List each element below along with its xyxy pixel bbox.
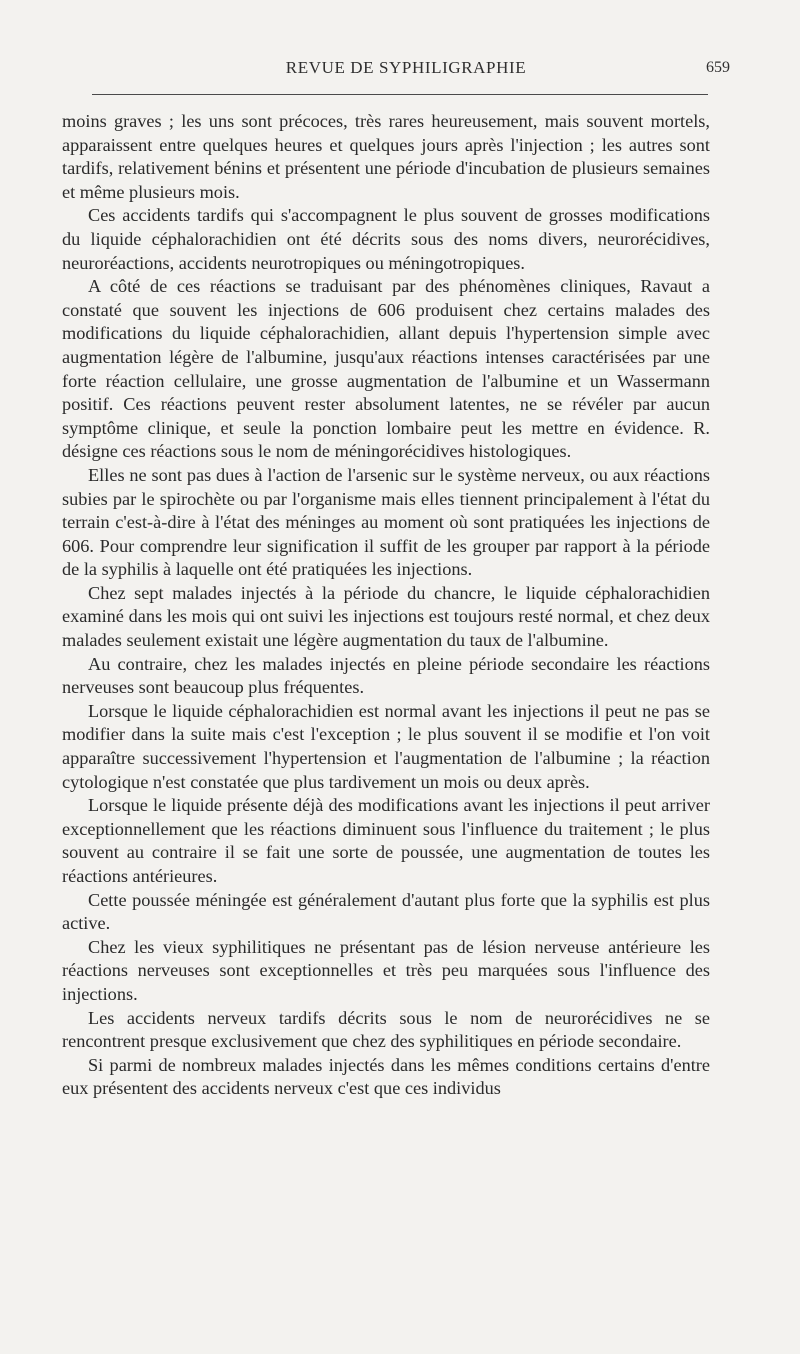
page-number: 659 — [706, 59, 730, 76]
paragraph-7: Lorsque le liquide céphalorachidien est normal avant les injections il peut ne pas se modifier dans la suite mais c'est l'exception ; le plus souvent il se modifie et l'on voit apparaître successivement l'hypertension et l'augmentation de l'albumine ; la réaction cytologique n'est constatée que plus tardivement un mois ou deux après. — [62, 700, 710, 792]
paragraph-3: A côté de ces réactions se traduisant par des phénomènes cliniques, Ravaut a constaté que souvent les injections de 606 produisent chez certains malades des modifications du liquide céphalorachidien, allant depuis l'hypertension simple avec augmentation légère de l'albumine, jusqu'aux réactions intenses caractérisées par une forte réaction cellulaire, une grosse augmentation de l'albumine et un Wassermann positif. Ces réactions peuvent rester absolument latentes, ne se révéler par aucun symptôme clinique, et seule la ponction lombaire peut les mettre en évidence. R. désigne ces réactions sous le nom de méningorécidives histologiques. — [62, 276, 710, 462]
paragraph-5: Chez sept malades injectés à la période du chancre, le liquide céphalorachidien examiné dans les mois qui ont suivi les injections est toujours resté normal, et chez deux malades seulement existait une légère augmentation du taux de l'albumine. — [62, 582, 710, 651]
paragraph-11: Les accidents nerveux tardifs décrits sous le nom de neurorécidives ne se rencontrent presque exclusivement que chez des syphilitiques en période secondaire. — [62, 1007, 710, 1052]
paragraph-1: moins graves ; les uns sont précoces, très rares heureusement, mais souvent mortels, apparaissent entre quelques heures et quelques jours après l'injection ; les autres sont tardifs, relativement bénins et présentent une période d'incubation de plusieurs semaines et même plusieurs mois. — [62, 111, 710, 202]
paragraph-6: Au contraire, chez les malades injectés en pleine période secondaire les réactions nerveuses sont beaucoup plus fréquentes. — [62, 653, 710, 698]
page-header — [72, 58, 740, 88]
paragraph-9: Cette poussée méningée est généralement d'autant plus forte que la syphilis est plus active. — [62, 889, 710, 934]
running-head: REVUE DE SYPHILIGRAPHIE — [285, 58, 527, 77]
paragraph-4: Elles ne sont pas dues à l'action de l'arsenic sur le système nerveux, ou aux réactions subies par le spirochète ou par l'organisme mais elles tiennent principalement à l'état du terrain c'est-à-dire à l'état des méninges au moment où sont pratiquées les injections de 606. Pour comprendre leur signification il suffit de les grouper par rapport à la période de la syphilis à laquelle ont été pratiquées les injections. — [62, 464, 710, 580]
paragraph-12: Si parmi de nombreux malades injectés dans les mêmes conditions certains d'entre eux présentent des accidents nerveux c'est que ces individus — [62, 1054, 710, 1099]
paragraph-2: Ces accidents tardifs qui s'accompagnent le plus souvent de grosses modifications du liquide céphalorachidien ont été décrits sous des noms divers, neurorécidives, neuroréactions, accidents neurotropiques ou méningotropiques. — [62, 205, 710, 273]
header-rule — [92, 94, 708, 95]
paragraph-10: Chez les vieux syphilitiques ne présentant pas de lésion nerveuse antérieure les réactions nerveuses sont exceptionnelles et très peu marquées sous l'influence des injections. — [62, 936, 710, 1004]
paragraph-8: Lorsque le liquide présente déjà des modifications avant les injections il peut arriver exceptionnellement que les réactions diminuent sous l'influence du traitement ; le plus souvent au contraire il se fait une sorte de poussée, une augmentation de toutes les réactions antérieures. — [62, 795, 710, 886]
body-text — [62, 110, 710, 1101]
